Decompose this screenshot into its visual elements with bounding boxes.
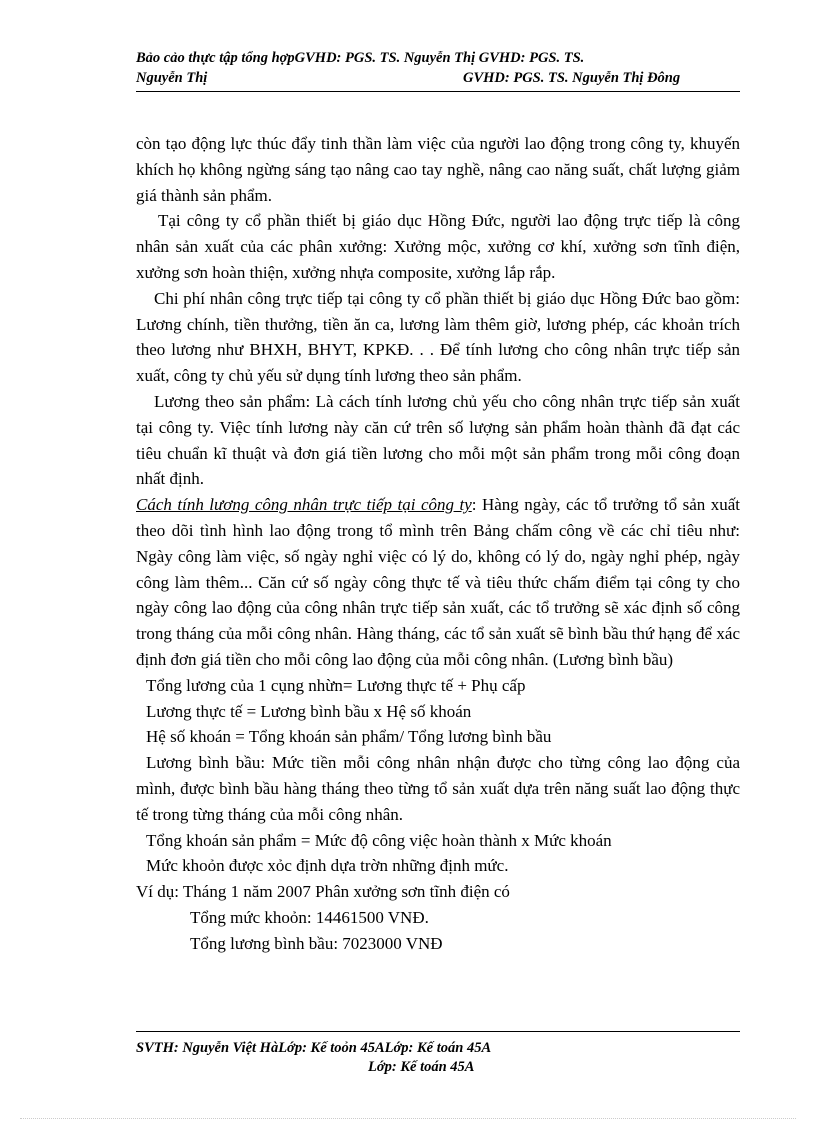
header-line-2-right: GVHD: PGS. TS. Nguyễn Thị Đông [463,70,681,86]
page-bottom-border [20,1118,796,1119]
paragraph-3: Chi phí nhân công trực tiếp tại công ty cổ phần thiết bị giáo dục Hồng Đức bao gồm: Lương chính, tiền thưởng, tiền ăn ca, lương làm thêm giờ, lương phép, các khoản trích theo lương như BHXH, BHYT, KPKĐ. . . Để tính lương cho công nhân trực tiếp sản xuất, công ty chủ yếu sử dụng tính lương theo sản phẩm. [136,288,740,386]
formula-3: Hệ số khoán = Tổng khoán sản phẩm/ Tổng lương bình bầu [146,727,552,747]
footer-rule [136,1031,740,1032]
paragraph-5 [136,492,740,673]
paragraph-6: Lương bình bầu: Mức tiền mỗi công nhân nhận được cho từng công lao động của mình, được bình bầu hàng tháng theo từng tổ sản xuất dựa trên năng suất lao động thực tế trong từng tháng của mỗi công nhân. [136,753,740,824]
formula-5: Mức khoỏn được xỏc định dựa trờn những định mức. [146,856,509,876]
formula-1: Tổng lương của 1 cụng nhừn= Lương thực tế + Phụ cấp [146,675,526,695]
paragraph-1: còn tạo động lực thúc đẩy tinh thần làm việc của người lao động trong công ty, khuyến khích họ không ngừng sáng tạo nâng cao tay nghề, nâng cao năng suất, chất lượng giảm giá thành sản phẩm. [136,134,740,205]
document-body [136,131,740,957]
example-total-salary: Tổng lương bình bầu: 7023000 VNĐ [190,933,443,953]
example-line: Ví dụ: Tháng 1 năm 2007 Phân xưởng sơn tĩnh điện có [136,882,510,902]
formula-4: Tổng khoán sản phẩm = Mức độ công việc hoàn thành x Mức khoán [146,830,612,850]
section-heading: Cách tính lương công nhân trực tiếp tại công ty [136,495,472,515]
footer-line-1: SVTH: Nguyễn Việt HàLớp: Kế toỏn 45ALớp: Kế toán 45A [136,1040,492,1056]
example-total-quota: Tổng mức khoỏn: 14461500 VNĐ. [190,907,429,927]
paragraph-5-text: : Hàng ngày, các tổ trưởng tổ sản xuất theo dõi tình hình lao động trong tổ mình trên Bảng chấm công về các chỉ tiêu như: Ngày công làm việc, số ngày nghỉ việc có lý do, không có lý do, ngày nghỉ phép, ngày công làm thêm... Căn cứ số ngày công thực tế và tiêu thức chấm điểm tại công ty cho ngày công lao động của công nhân trực tiếp sản xuất, các tổ trưởng sẽ xác định số công trong tháng của mỗi công nhân. Hàng tháng, các tổ sản xuất sẽ bình bầu thứ hạng để xác định đơn giá tiền cho mỗi công lao động của mỗi công nhân. (Lương bình bầu) [136,495,740,669]
header-line-2 [136,68,740,88]
header-rule [136,91,740,92]
header-line-2-left: Nguyễn Thị [136,70,208,86]
header-line-1: Bảo cảo thực tập tổng hợpGVHD: PGS. TS. Nguyễn Thị GVHD: PGS. TS. [136,50,585,66]
footer-line-2: Lớp: Kế toán 45A [368,1059,475,1075]
page-header [136,48,740,88]
paragraph-4: Lương theo sản phẩm: Là cách tính lương chủ yếu cho công nhân trực tiếp sản xuất tại công ty. Việc tính lương này căn cứ trên số lượng sản phẩm hoàn thành đã đạt các tiêu chuẩn kĩ thuật và đơn giá tiền lương cho mỗi một sản phẩm trong mỗi công đoạn nhất định. [136,391,740,489]
paragraph-2: Tại công ty cổ phần thiết bị giáo dục Hồng Đức, người lao động trực tiếp là công nhân sản xuất của các phân xưởng: Xưởng mộc, xưởng cơ khí, xưởng sơn tĩnh điện, xưởng sơn hoàn thiện, xưởng nhựa composite, xưởng lắp rắp. [136,211,740,282]
formula-2: Lương thực tế = Lương bình bầu x Hệ số khoán [146,701,472,721]
page-footer [136,1039,740,1077]
